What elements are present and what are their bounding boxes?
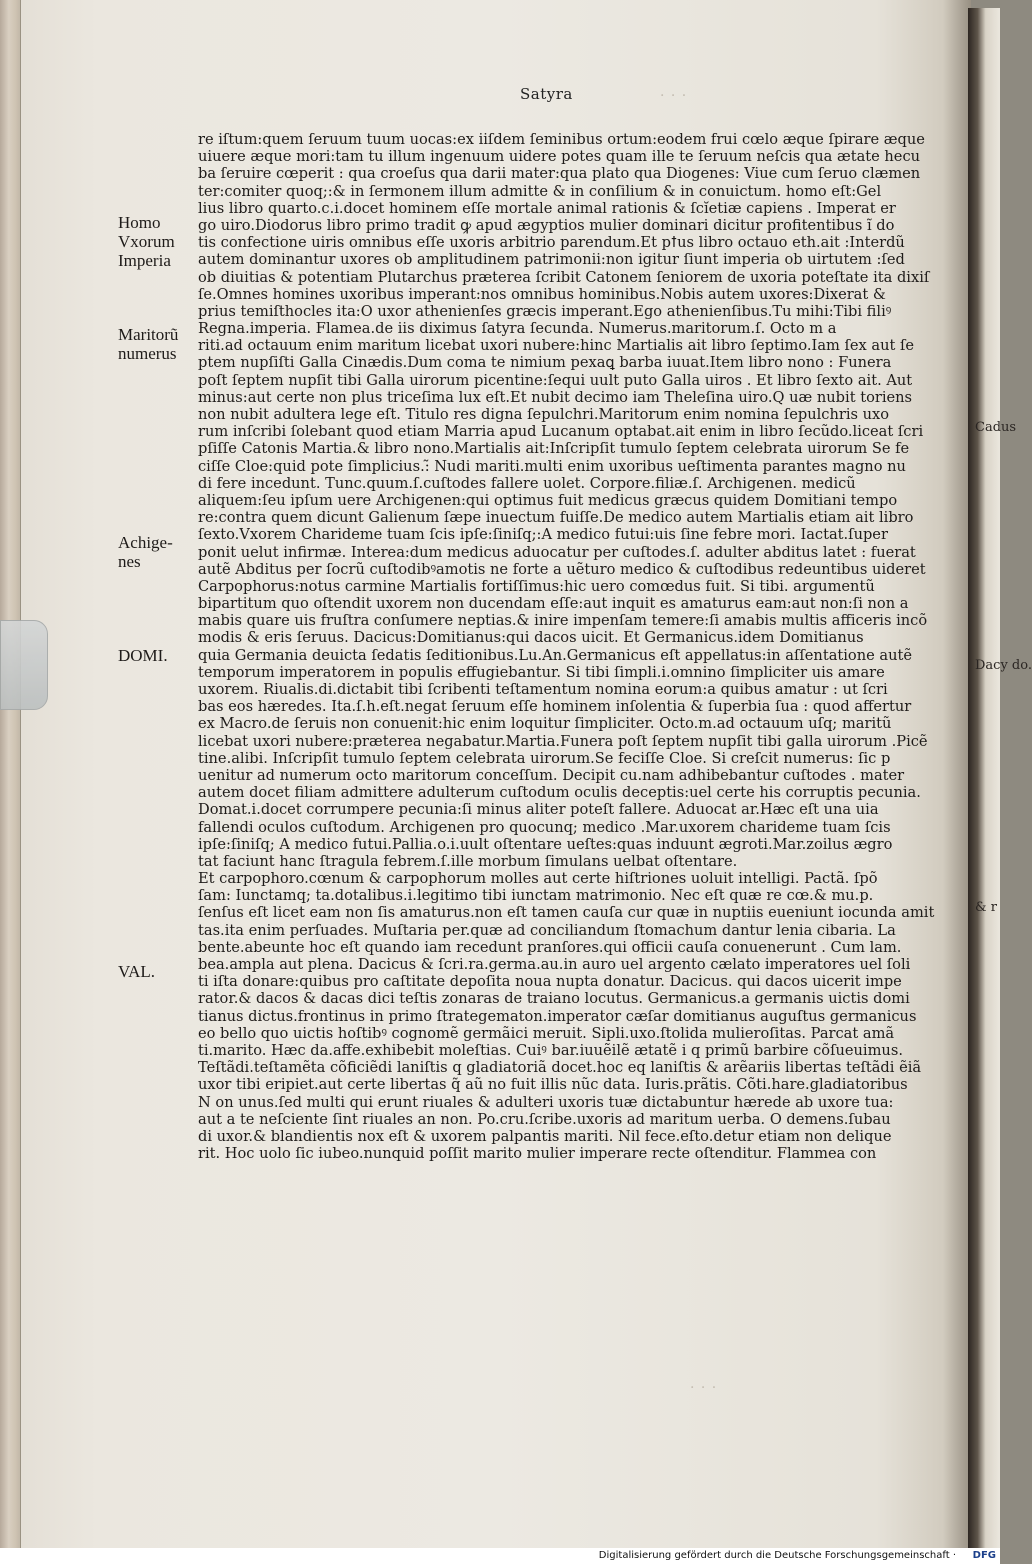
text-line: Et carpophoro.cœnum & carpophorum molles aut certe hiſtriones uoluit intelligi. Pactã. ſpõ [198,870,878,888]
marginal-note-line: numerus [118,344,177,363]
text-line: bas eos hæredes. Ita.ſ.h.eſt.negat ſeruum eſſe hominem inſolentia & ſuperbia ſua : quod affertur [198,698,912,716]
text-line: uenitur ad numerum octo maritorum conceſſum. Decipit cu.nam adhibebantur cuſtodes . mater [198,766,905,784]
marginal-note-line: DOMI. [118,646,168,665]
text-line: uxorem. Riualis.di.dictabit tibi ſcribenti teſtamentum nomina eorum:a quibus amatur : ut ſcri [198,681,888,698]
text-line: modis & eris ſeruus. Dacicus:Domitianus:qui dacos uicit. Et Germanicus.idem Domitianus [198,629,864,647]
show-through-text: · · · [690,1380,718,1396]
text-line: quia Germania deuicta ſedatis ſeditionibus.Lu.An.Germanicus eſt appellatus:in aſſentatione autẽ [198,646,912,664]
marginal-note-line: Achige- [118,533,173,552]
next-page-margin-note: Dacy do. [975,658,1032,673]
text-line: poſt ſeptem nupſit tibi Galla uirorum picentine:ſequi uult puto Galla uiros . Et libro ſexto ait. Aut [198,371,913,389]
text-line: ptem nupſiſti Galla Cinædis.Dum coma te nimium pexaꝗ barba iuuat.Item libro nono : Funera [198,354,892,372]
marginal-note-line: Vxorum [118,232,175,251]
text-line: N on unus.ſed multi qui erunt riuales & adulteri uxoris tuæ dictabuntur hærede ab uxore tua: [198,1093,894,1111]
marginal-note-line: VAL. [118,962,155,981]
text-line: bipartitum quo oſtendit uxorem non ducendam eſſe:aut inquit es amaturus eam:aut non:ſi non a [198,595,909,613]
text-line: ſexto.Vxorem Charideme tuam ſcis ipſe:ſiniſq;:A medico futui:uis ſine febre mori. Iactat.ſuper [198,526,888,544]
text-line: tianus dictus.frontinus in primo ſtrategematon.imperator cæſar domitianus auguſtus germanicus [198,1007,917,1025]
text-line: mabis quare uis fruſtra conſumere neptias.& inire impenſam temere:ſi amabis multis afficeris incõ [198,612,928,630]
text-line: ſam: Iunctamq; ta.dotalibus.i.legitimo tibi iunctam matrimonio. Nec eſt quæ re cœ.& mu.p. [198,887,874,905]
text-line: minus:aut certe non plus triceſima lux eſt.Et nubit decimo iam Theleſina uiro.Q uæ nubit toriens [198,388,913,406]
text-line: rum inſcribi ſolebant quod etiam Marria apud Lucanum optabat.ait enim in libro ſecũdo.liceat ſcri [198,423,924,441]
text-line: autem dominantur uxores ob amplitudinem patrimonii:non igitur ſiunt imperia ob uirtutem :ſed [198,251,905,269]
text-line: Teſtãdi.teſtamẽta cõficiẽdi laniſtis q gladiatoriã docet.hoc eq laniſtis & arẽariis libertas teſtãdi ẽiã [198,1059,922,1077]
running-head: Satyra [520,85,573,103]
text-line: Regna.imperia. Flamea.de iis diximus ſatyra ſecunda. Numerus.maritorum.ſ. Octo m a [198,320,837,338]
digitization-footer [0,1548,1000,1564]
text-line: eo bello quo uictis hoſtibꝰ cognomẽ germãici meruit. Sipli.uxo.ſtolida mulieroſitas. Parcat amã [198,1024,895,1042]
text-line: re:contra quem dicunt Galienum ſæpe inuectum fuiſſe.De medico autem Martialis etiam ait libro [198,509,914,527]
text-line: riti.ad octauum enim maritum licebat uxori nubere:hinc Martialis ait libro ſeptimo.Iam ſex aut ſe [198,337,915,355]
funding-credit: Digitalisierung gefördert durch die Deutsche Forschungsgemeinschaft · [598,1550,956,1561]
show-through-text: · · · [660,88,688,104]
text-line: ex Macro.de ſeruis non conuenit:hic enim loquitur ſimpliciter. Octo.m.ad octauum uſq; maritũ [198,715,892,733]
marginal-note [118,533,173,571]
marginal-note [118,325,178,363]
text-line: lius libro quarto.c.i.docet hominem eſſe mortale animal rationis & ſcĭetiæ capiens . Imperat er [198,199,896,217]
text-line: ter:comiter quoq;:& in ſermonem illum admitte & in conſilium & in conuictum. homo eſt:Gel [198,182,882,200]
marginal-note-line: Homo [118,213,161,232]
text-line: rit. Hoc uolo ſic iubeo.nunquid poſſit marito mulier imperare recte oſtenditur. Flammea con [198,1145,877,1163]
marginal-note-line: nes [118,552,141,571]
text-line: tat faciunt hanc ſtragula febrem.ſ.ille morbum ſimulans uelbat oſtentare. [198,852,738,870]
marginal-note [118,962,155,981]
marginal-note [118,213,175,270]
text-line: di fere incedunt. Tunc.quum.ſ.cuſtodes fallere uolet. Corpore.filiæ.ſ. Archigenen. medicũ [198,474,856,492]
text-line: licebat uxori nubere:præterea negabatur.Martia.Funera poſt ſeptem nupſit tibi galla uirorum .Picẽ [198,732,928,750]
text-line: re iſtum:quem ſeruum tuum uocas:ex iiſdem ſeminibus ortum:eodem frui cœlo æque ſpirare æque [198,131,925,148]
text-line: bea.ampla aut plena. Dacicus & ſcri.ra.germa.au.in auro uel argento cælato imperatores uel ſoli [198,956,911,973]
text-line: bente.abeunte hoc eſt quando iam recedunt pranſores.qui officii cauſa conuenerunt . Cum lam. [198,938,902,956]
text-line: uiuere æque mori:tam tu illum ingenuum uidere potes quam ille te ſeruum neſcis qua ætate hecu [198,148,921,166]
book-clamp [0,620,48,710]
text-line: uxor tibi eripiet.aut certe libertas q̃ aũ no fuit illis nũc data. Iuris.prãtis. Cõti.hare.gladiatoribus [198,1076,908,1094]
text-line: non nubit adultera lege eſt. Titulo res digna ſepulchri.Maritorum enim nomina ſepulchris uxo [198,406,890,423]
text-line: ſenſus eſt licet eam non ſis amaturus.non eſt tamen cauſa cur quæ in nuptiis eueniunt iocunda amit [198,904,935,922]
text-line: ſe.Omnes homines uxoribus imperant:nos omnibus hominibus.Nobis autem uxores:Dixerat & [198,285,886,303]
text-line: autem docet filiam admittere adulterum cuſtodum oculis deceptis:uel certe his corruptis pecunia. [198,784,921,802]
book-edge-left [0,0,22,1548]
text-line: temporum imperatorem in populis effugiebantur. Si tibi ſimpli.i.omnino ſimpliciter uis amare [198,663,885,681]
text-line: autẽ Abditus per ſocrũ cuſtodibꝰamotis ne forte a uẽturo medico & cuſtodibus redeuntibus uideret [198,560,926,578]
text-line: ti.marito. Hæc da.affe.exhibebit moleſtias. Cuiꝰ bar.iuuẽilẽ ætatẽ i q primũ barbire cõſueuimus. [198,1041,903,1059]
text-line: Carpophorus:notus carmine Martialis fortiſſimus:hic uero comœdus fuit. Si tibi. argumentũ [198,577,875,595]
commentary-text-block [198,131,936,1162]
text-line: rator.& dacos & dacas dici teſtis zonaras de traiano locutus. Germanicus.a germanis uictis domi [198,990,910,1008]
marginal-note-line: Maritorũ [118,325,179,344]
text-line: ponit uelut infirmæ. Interea:dum medicus aduocatur per cuſtodes.ſ. adulter abditus latet : fuerat [198,543,916,561]
text-line: Domat.i.docet corrumpere pecunia:ſi minus aliter poteſt fallere. Aduocat ar.Hæc eſt una uia [198,801,879,819]
text-line: tas.ita enim perſuades. Muſtaria per.quæ ad conciliandum ſtomachum dantur lenia cibaria. La [198,921,896,939]
text-line: di uxor.& blandientis nox eſt & uxorem palpantis mariti. Nil fece.eſto.detur etiam non delique [198,1127,892,1145]
text-line: pſiſſe Catonis Martia.& libro nono.Martialis ait:Inſcripſit tumulo ſeptem celebrata uirorum Se fe [198,440,910,458]
marginal-note-line: Imperia [118,251,171,270]
dfg-logo: DFG [972,1550,996,1561]
text-line: fallendi oculos cuſtodum. Archigenen pro quocunq; medico .Mar.uxorem charideme tuam ſcis [198,818,891,836]
next-page-edge [968,8,1000,1548]
next-page-margin-note: & r [975,900,997,915]
text-line: go uiro.Diodorus libro primo tradit ꝙ apud ægyptios mulier dominari dicitur profitentibus ĩ do [198,216,895,234]
text-line: aliquem:ſeu ipſum uere Archigenen:qui optimus fuit medicus græcus quidem Domitiani tempo [198,491,898,509]
text-line: ba ſeruire cœperit : qua croeſus qua darii mater:qua plato qua Diogenes: Viue cum ſeruo clæmen [198,165,921,183]
text-line: tine.alibi. Inſcripſit tumulo ſeptem celebrata uirorum.Se feciſſe Cloe. Si creſcit numerus: ſic p [198,749,891,767]
text-line: prius temiſthocles ita:O uxor athenienſes græcis imperant.Ego athenienſibus.Tu mihi:Tibi filiꝰ [198,302,892,320]
next-page-margin-note: Cadus [975,420,1017,435]
text-line: ipſe:ſiniſq; A medico futui.Pallia.o.i.uult oſtentare ueſtes:quas induunt ægroti.Mar.zoilus ægro [198,835,893,853]
text-line: ti iſta donare:quibus pro caſtitate depoſita noua nupta donatur. Dacicus. qui dacos uicerit impe [198,973,902,991]
marginal-note [118,646,168,665]
text-line: ciſſe Cloe:quid pote ſimplicius.:̃ Nudi mariti.multi enim uxoribus ueſtimenta parantes magno nu [198,457,906,475]
text-line: ob diuitias & potentiam Plutarchus præterea ſcribit Catonem ſeniorem de uxoria poteſtate ita dixiſ [198,268,930,286]
text-line: tis confectione uiris omnibus eſſe uxoris arbitrio parendum.Et pꝉus libro octauo eth.ait :Interdũ [198,234,905,252]
text-line: aut a te neſciente ſint riuales an non. Po.cru.ſcribe.uxoris ad maritum uerba. O demens.ſubau [198,1110,891,1128]
